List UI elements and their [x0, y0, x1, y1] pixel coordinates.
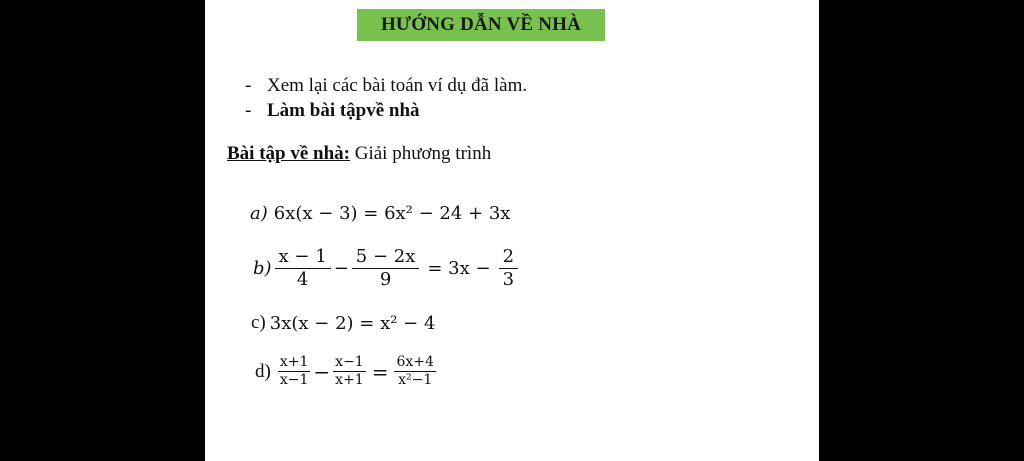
equation-rhs: = 3x − [427, 258, 491, 279]
task-list [245, 73, 527, 123]
denominator: 9 [379, 269, 392, 290]
fraction [275, 246, 331, 291]
list-item [245, 73, 527, 98]
bullet-dash: - [245, 75, 252, 96]
equation-text: 3x(x − 2) = x² − 4 [269, 312, 436, 334]
bullet-dash: - [245, 100, 252, 121]
list-item-text: Làm bài tậpvề nhà [267, 100, 420, 121]
fraction [499, 246, 518, 291]
denominator: x+1 [335, 372, 364, 388]
equals-sign: = [371, 359, 389, 384]
equation-d [255, 354, 439, 389]
equation-label: c) [251, 312, 266, 333]
numerator: x−1 [335, 354, 364, 370]
fraction [278, 354, 311, 389]
equation-label: b) [253, 258, 272, 279]
numerator: 6x+4 [396, 354, 434, 370]
numerator: x − 1 [275, 246, 331, 269]
homework-title: Bài tập về nhà: [227, 143, 350, 164]
denominator: 4 [296, 269, 309, 290]
document-page [205, 0, 819, 461]
numerator: 5 − 2x [352, 246, 420, 269]
numerator: 2 [499, 246, 518, 269]
equation-label: d) [255, 360, 271, 382]
equation-b [253, 246, 521, 291]
equation-text: 6x(x − 3) = 6x² − 24 + 3x [273, 203, 511, 224]
denominator: x²−1 [398, 372, 433, 388]
denominator: 3 [502, 269, 515, 290]
fraction [394, 354, 435, 389]
equation-c [251, 312, 435, 334]
fraction [333, 354, 366, 389]
fraction [352, 246, 420, 291]
list-item-text: Xem lại các bài toán ví dụ đã làm. [267, 75, 528, 96]
denominator: x−1 [279, 372, 309, 388]
equation-label: a) [250, 203, 268, 224]
page-title-banner: HƯỚNG DẪN VỀ NHÀ [357, 9, 605, 41]
numerator: x+1 [279, 354, 309, 370]
operator: − [313, 359, 331, 384]
homework-heading [227, 143, 491, 165]
homework-instruction: Giải phương trình [350, 143, 492, 164]
operator: − [333, 258, 349, 279]
list-item [245, 98, 527, 123]
equation-a [250, 203, 510, 224]
